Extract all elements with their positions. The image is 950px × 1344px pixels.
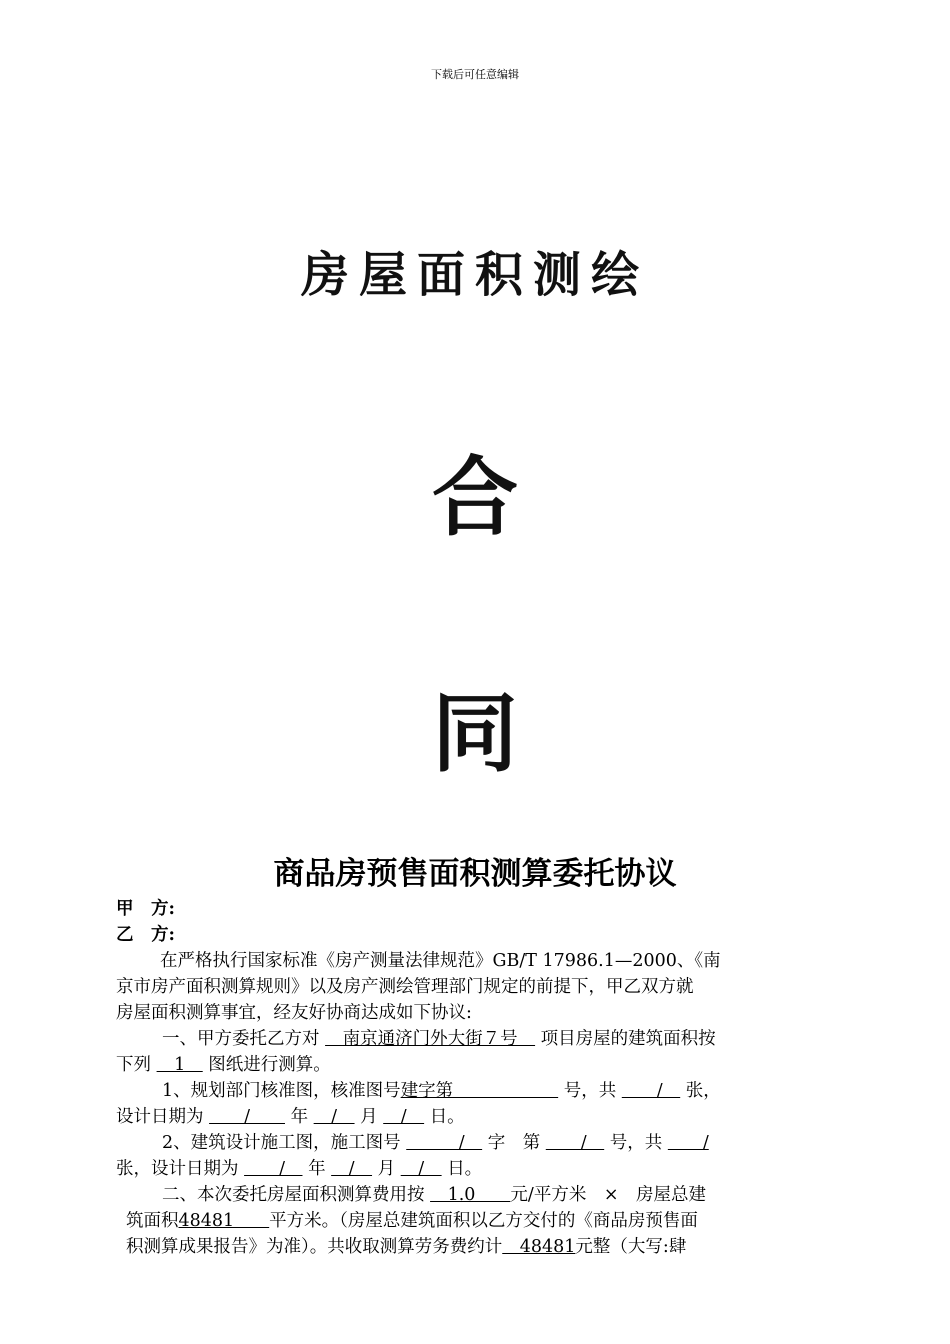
plan-number-field: / xyxy=(406,1133,483,1153)
clause-1-text-b: 项目房屋的建筑面积按 xyxy=(540,1029,716,1049)
item-2-day-field: / xyxy=(400,1159,442,1179)
party-b-label: 乙 方: xyxy=(116,925,175,945)
total-area-field: 48481 xyxy=(178,1211,270,1231)
item-1-year-field: / xyxy=(209,1107,285,1127)
item-1-text-e: 年 xyxy=(290,1107,309,1127)
item-2-text-d: 张，设计日期为 xyxy=(116,1159,239,1179)
item-2-sheets-field: / xyxy=(667,1133,709,1153)
clause-2-text-a: 二、本次委托房屋面积测算费用按 xyxy=(162,1185,425,1205)
drawing-count-field: 1 xyxy=(156,1055,203,1075)
title-line-1: 房屋面积测绘 xyxy=(300,247,649,303)
clause-2-line-1 xyxy=(116,1182,860,1208)
item-1-text-f: 月 xyxy=(360,1107,378,1127)
approval-number-field: 建字第 xyxy=(400,1081,559,1101)
item-2-month-field: / xyxy=(331,1159,373,1179)
fee-rate-field: 1.0 xyxy=(430,1185,511,1205)
item-2-text-e: 年 xyxy=(308,1159,326,1179)
clause-2-text-b: 元/平方米 × 房屋总建 xyxy=(510,1185,706,1205)
item-2-text-b: 字 第 xyxy=(487,1133,541,1153)
title-line-3: 同 xyxy=(432,684,518,784)
clause-1-text-c: 下列 xyxy=(116,1055,151,1075)
plan-sequence-field: / xyxy=(545,1133,605,1153)
clause-1-line-1 xyxy=(116,1026,860,1052)
clause-2-line-2 xyxy=(116,1208,860,1234)
item-1-sheets-field: / xyxy=(621,1081,681,1101)
clause-1-text-d: 图纸进行测算。 xyxy=(208,1055,331,1075)
item-1-text-b: 号，共 xyxy=(563,1081,617,1101)
item-2-line-1 xyxy=(116,1130,860,1156)
item-1-text-g: 日。 xyxy=(429,1107,465,1127)
clause-2-text-e: 积测算成果报告》为准）。共收取测算劳务费约计 xyxy=(126,1237,503,1257)
clause-2-line-3 xyxy=(116,1234,860,1260)
header-note: 下载后可任意编辑 xyxy=(431,68,519,81)
agreement-title: 商品房预售面积测算委托协议 xyxy=(273,856,677,892)
agreement-body xyxy=(116,896,860,1260)
item-1-text-c: 张， xyxy=(685,1081,721,1101)
clause-1-text-a: 一、甲方委托乙方对 xyxy=(162,1029,320,1049)
clause-1-line-2 xyxy=(116,1052,860,1078)
clause-2-text-d: 平方米。（房屋总建筑面积以乙方交付的《商品房预售面 xyxy=(269,1211,698,1231)
item-2-text-g: 日。 xyxy=(447,1159,483,1179)
clause-2-text-f: 元整（大写:肆 xyxy=(575,1237,687,1257)
clause-2-text-c: 筑面积 xyxy=(126,1211,179,1231)
item-1-month-field: / xyxy=(313,1107,355,1127)
total-fee-field: 48481 xyxy=(502,1237,576,1257)
item-1-text-d: 设计日期为 xyxy=(116,1107,204,1127)
intro-line-2: 京市房产面积测算规则》以及房产测绘管理部门规定的前提下，甲乙双方就 xyxy=(116,977,694,997)
project-address-field: 南京通济门外大街７号 xyxy=(325,1029,536,1049)
item-1-text-a: 1、规划部门核准图，核准图号 xyxy=(162,1081,401,1101)
item-2-line-2 xyxy=(116,1156,860,1182)
party-a-label: 甲 方: xyxy=(116,899,175,919)
item-2-text-a: 2、建筑设计施工图，施工图号 xyxy=(162,1133,401,1153)
item-2-text-c: 号，共 xyxy=(609,1133,663,1153)
item-2-text-f: 月 xyxy=(377,1159,396,1179)
item-1-day-field: / xyxy=(383,1107,425,1127)
title-line-2: 合 xyxy=(432,448,518,548)
item-2-year-field: / xyxy=(244,1159,303,1179)
intro-line-3: 房屋面积测算事宜，经友好协商达成如下协议: xyxy=(116,1003,472,1023)
intro-line-1: 在严格执行国家标准《房产测量法律规范》GB/T 17986.1—2000、《南 xyxy=(160,951,721,971)
item-1-line-1 xyxy=(116,1078,860,1104)
item-1-line-2 xyxy=(116,1104,860,1130)
